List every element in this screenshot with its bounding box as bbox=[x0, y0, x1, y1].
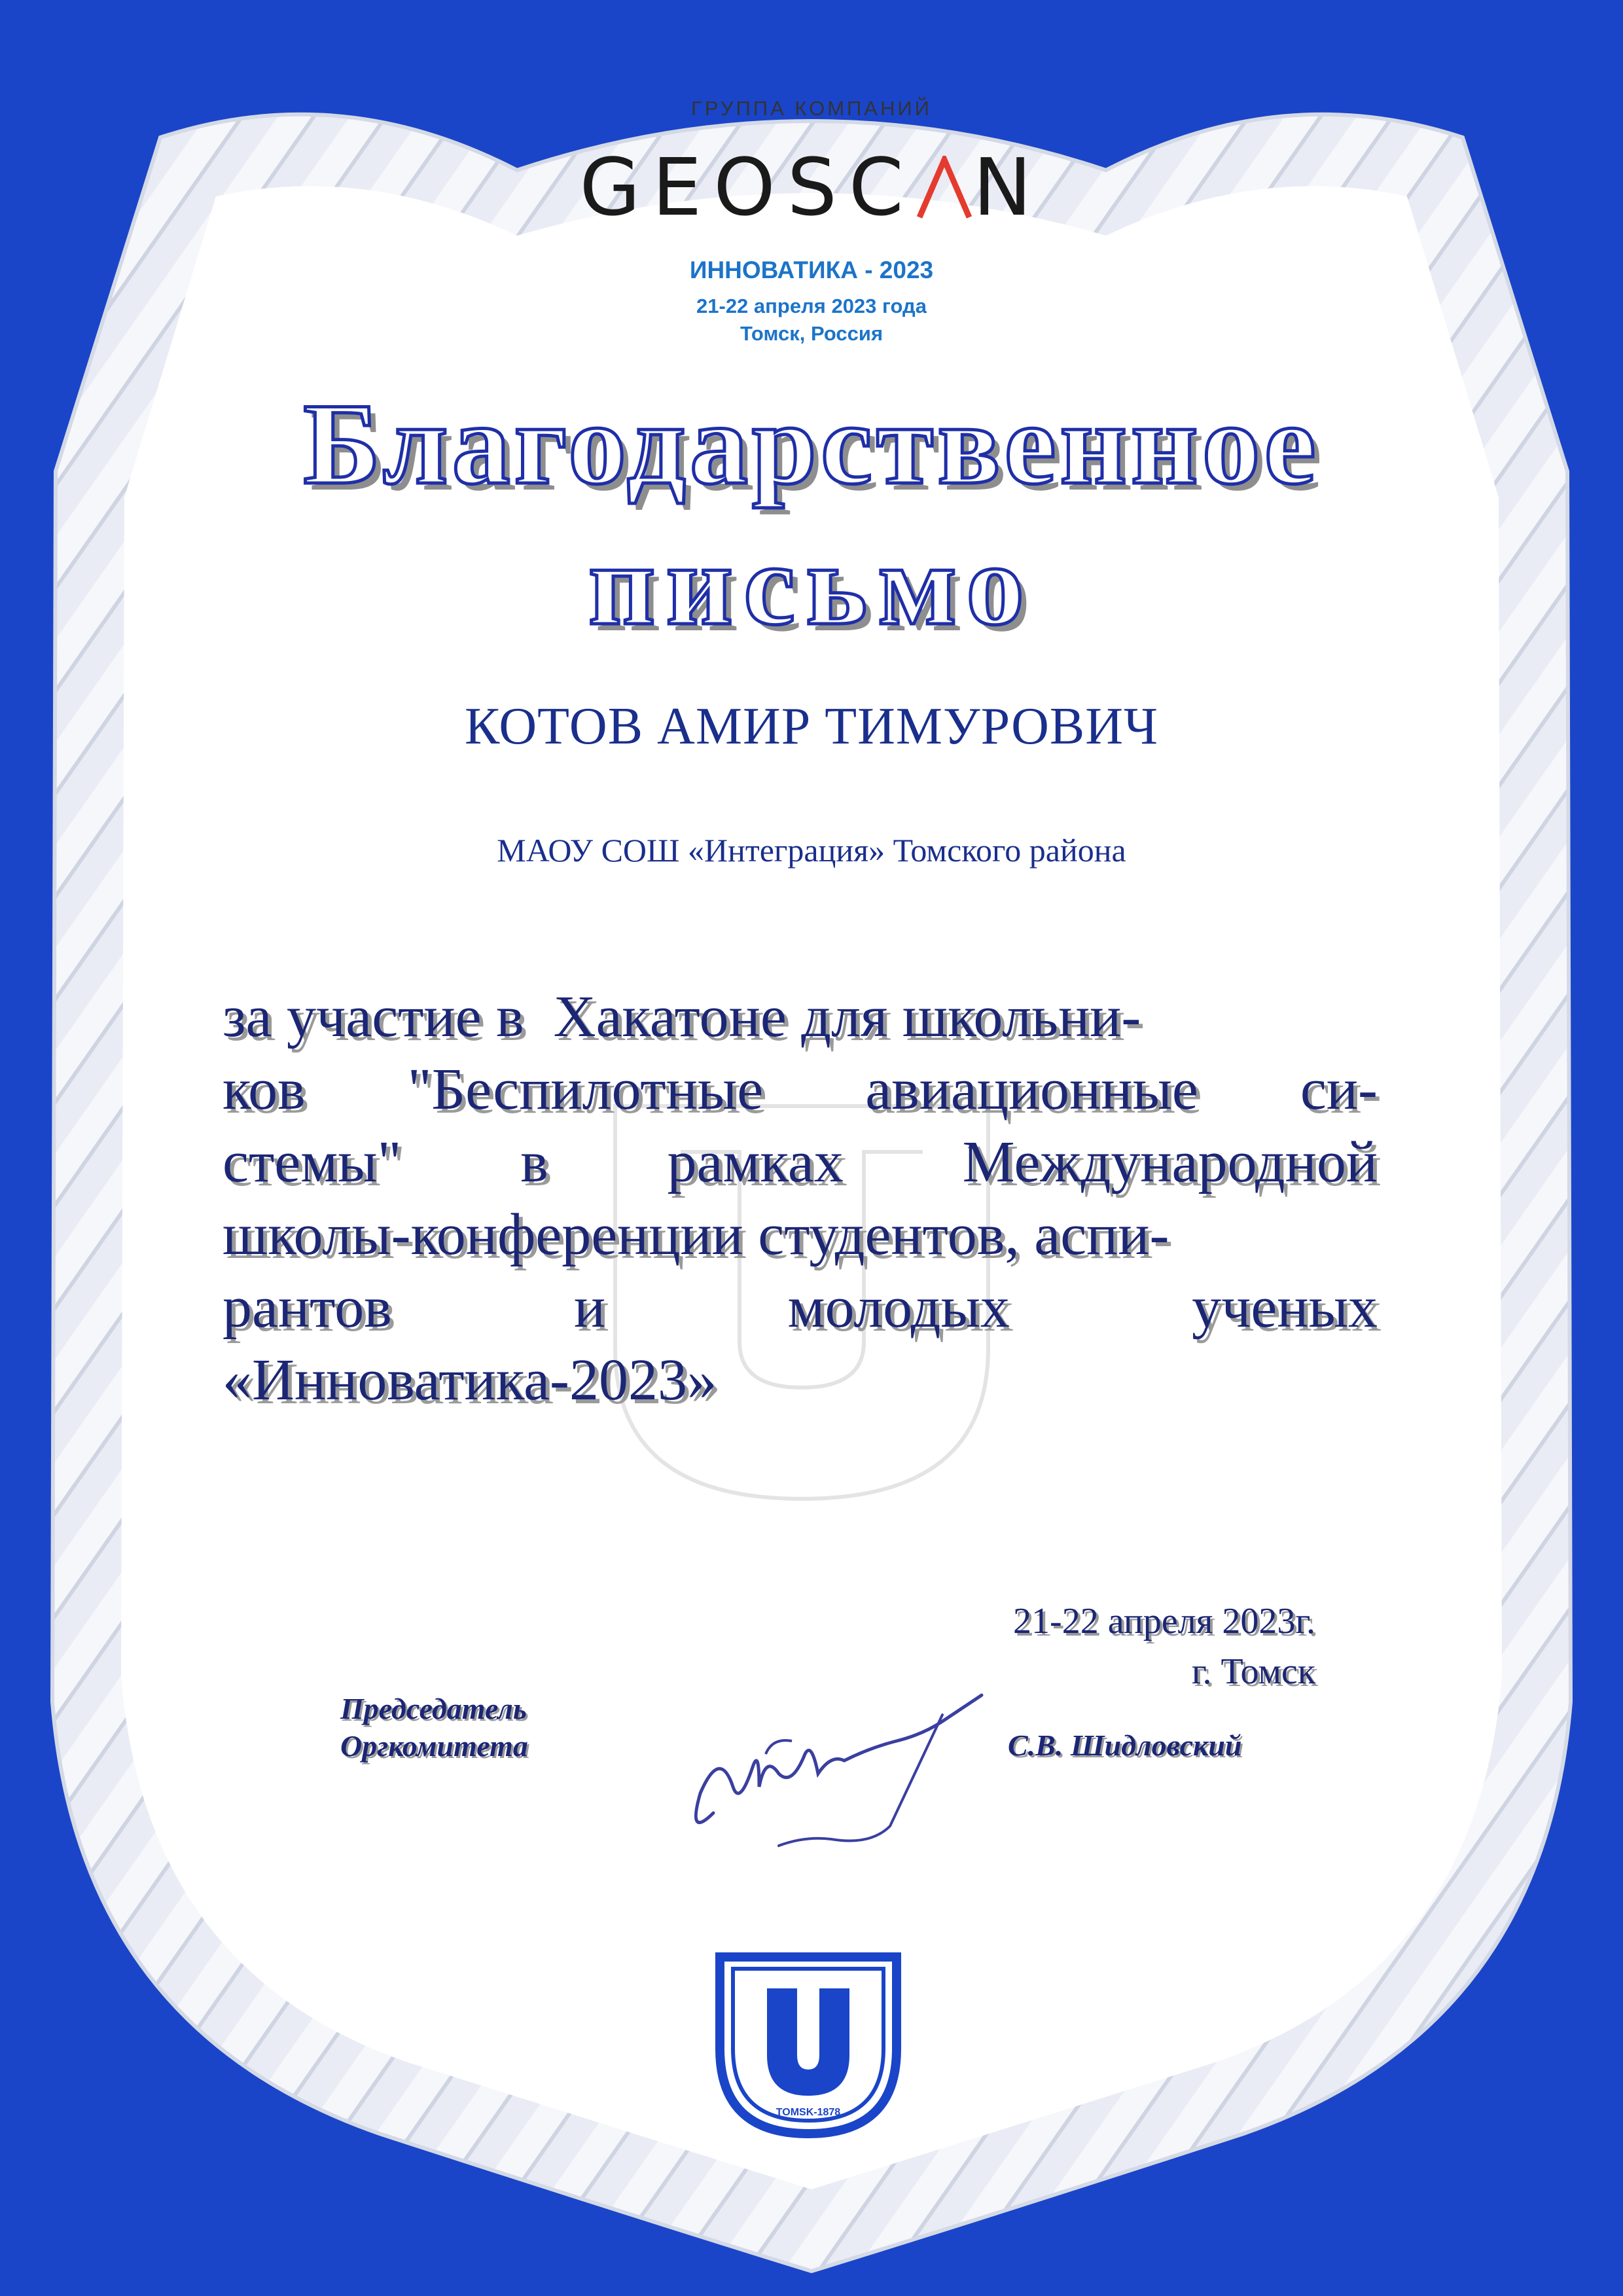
logo-text-start: GEOSC bbox=[579, 143, 916, 234]
citation-line: за участие в Хакатоне для школьни- bbox=[223, 984, 1141, 1049]
event-dates: 21-22 апреля 2023 года bbox=[696, 295, 927, 317]
citation-line: стемы" в рамках Международной bbox=[223, 1130, 1378, 1194]
recipient-name: КОТОВ АМИР ТИМУРОВИЧ bbox=[464, 698, 1159, 755]
issue-city: г. Томск bbox=[1191, 1651, 1315, 1692]
signer-name: С.В. Шидловский bbox=[1008, 1729, 1242, 1762]
logo-a-glyph bbox=[916, 143, 973, 234]
logo-text-end: N bbox=[972, 143, 1044, 234]
event-place: Томск, Россия bbox=[740, 322, 883, 345]
group-label: ГРУППА КОМПАНИЙ bbox=[691, 97, 932, 120]
signer-role-line-2: Оргкомитета bbox=[340, 1729, 528, 1763]
university-logo bbox=[713, 1950, 903, 2140]
citation-line: ков "Беспилотные авиационные си- bbox=[223, 1057, 1378, 1122]
signer-role-line-1: Председатель bbox=[340, 1692, 527, 1725]
recipient-school: МАОУ СОШ «Интеграция» Томского района bbox=[497, 832, 1126, 869]
heading-line-2: письмо bbox=[588, 520, 1035, 649]
event-title: ИННОВАТИКА - 2023 bbox=[689, 257, 934, 283]
signature bbox=[674, 1676, 1041, 1859]
heading-line-1: Благодарственное bbox=[303, 379, 1320, 509]
issue-date: 21-22 апреля 2023г. bbox=[1013, 1601, 1315, 1641]
citation-line: школы-конференции студентов, аспи- bbox=[223, 1202, 1169, 1267]
geoscan-logo bbox=[0, 143, 1623, 234]
university-ring-text: TOMSK-1878 bbox=[776, 2107, 841, 2118]
citation-line: рантов и молодых ученых bbox=[223, 1275, 1378, 1340]
citation-text bbox=[223, 980, 1378, 1416]
citation-line: «Инноватика-2023» bbox=[223, 1348, 717, 1412]
signer-role bbox=[340, 1690, 681, 1765]
